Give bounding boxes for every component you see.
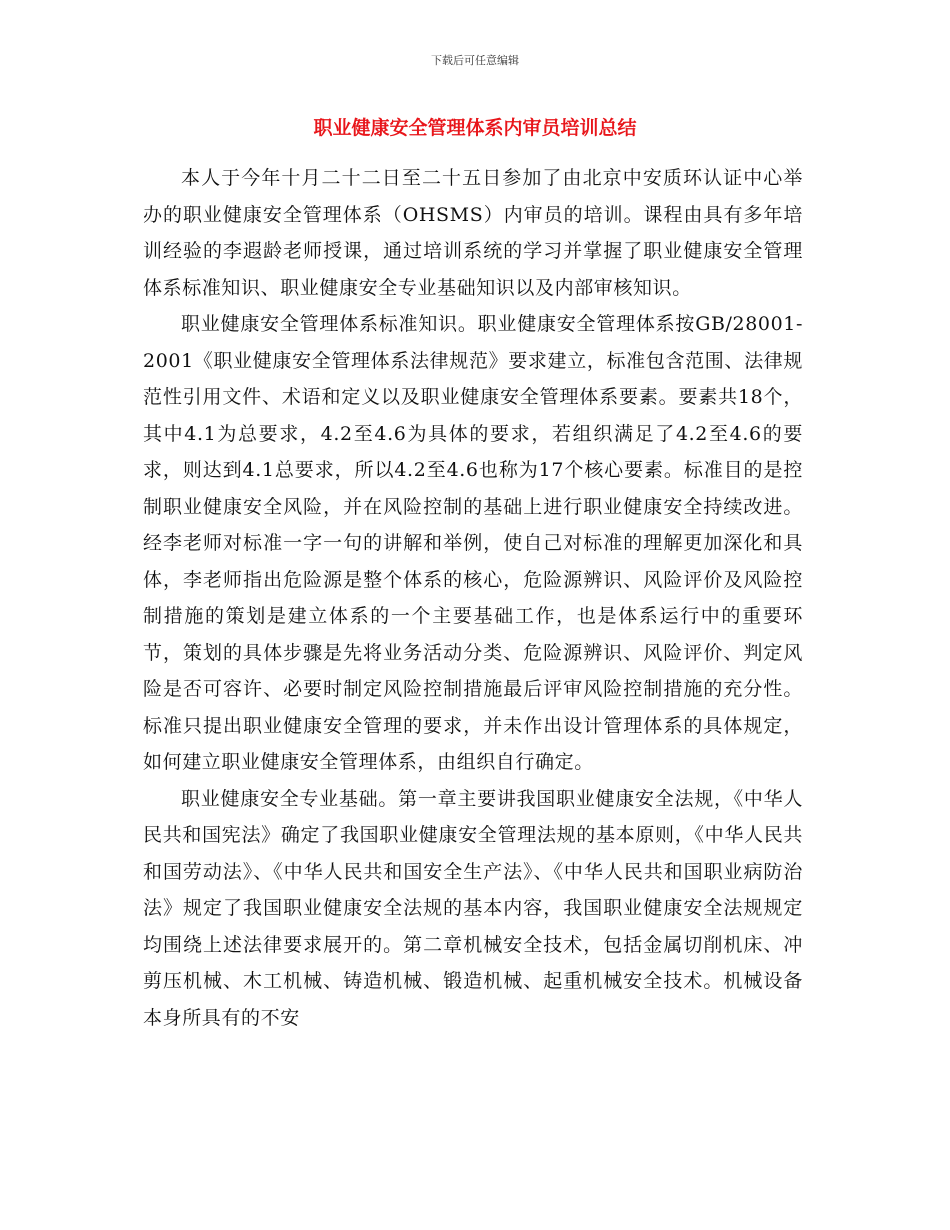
paragraph: 职业健康安全管理体系标准知识。职业健康安全管理体系按GB/28001-2001《职业健康安全管理体系法律规范》要求建立，标准包含范围、法律规范性引用文件、术语和定义以及职业健康安全管理体系要素。要素共18个，其中4.1为总要求，4.2至4.6为具体的要求，若组织满足了4.2至4.6的要求，则达到4.1总要求，所以4.2至4.6也称为17个核心要素。标准目的是控制职业健康安全风险，并在风险控制的基础上进行职业健康安全持续改进。经李老师对标准一字一句的讲解和举例，使自己对标准的理解更加深化和具体，李老师指出危险源是整个体系的核心，危险源辨识、风险评价及风险控制措施的策划是建立体系的一个主要基础工作，也是体系运行中的重要环节，策划的具体步骤是先将业务活动分类、危险源辨识、风险评价、判定风险是否可容许、必要时制定风险控制措施最后评审风险控制措施的充分性。标准只提出职业健康安全管理的要求，并未作出设计管理体系的具体规定，如何建立职业健康安全管理体系，由组织自行确定。: [143, 313, 803, 773]
paragraph: 职业健康安全专业基础。第一章主要讲我国职业健康安全法规，《中华人民共和国宪法》确定了我国职业健康安全管理法规的基本原则，《中华人民共和国劳动法》、《中华人民共和国安全生产法》、《中华人民共和国职业病防治法》规定了我国职业健康安全法规的基本内容，我国职业健康安全法规规定均围绕上述法律要求展开的。第二章机械安全技术，包括金属切削机床、冲剪压机械、木工机械、铸造机械、锻造机械、起重机械安全技术。机械设备本身所具有的不安: [143, 787, 803, 1029]
header-note: 下载后可任意编辑: [431, 54, 519, 67]
paragraph: 本人于今年十月二十二日至二十五日参加了由北京中安质环认证中心举办的职业健康安全管理体系（OHSMS）内审员的培训。课程由具有多年培训经验的李遐龄老师授课，通过培训系统的学习并掌握了职业健康安全管理体系标准知识、职业健康安全专业基础知识以及内部审核知识。: [143, 167, 803, 299]
document-title: 职业健康安全管理体系内审员培训总结: [313, 117, 637, 139]
document-body: [143, 160, 803, 1036]
